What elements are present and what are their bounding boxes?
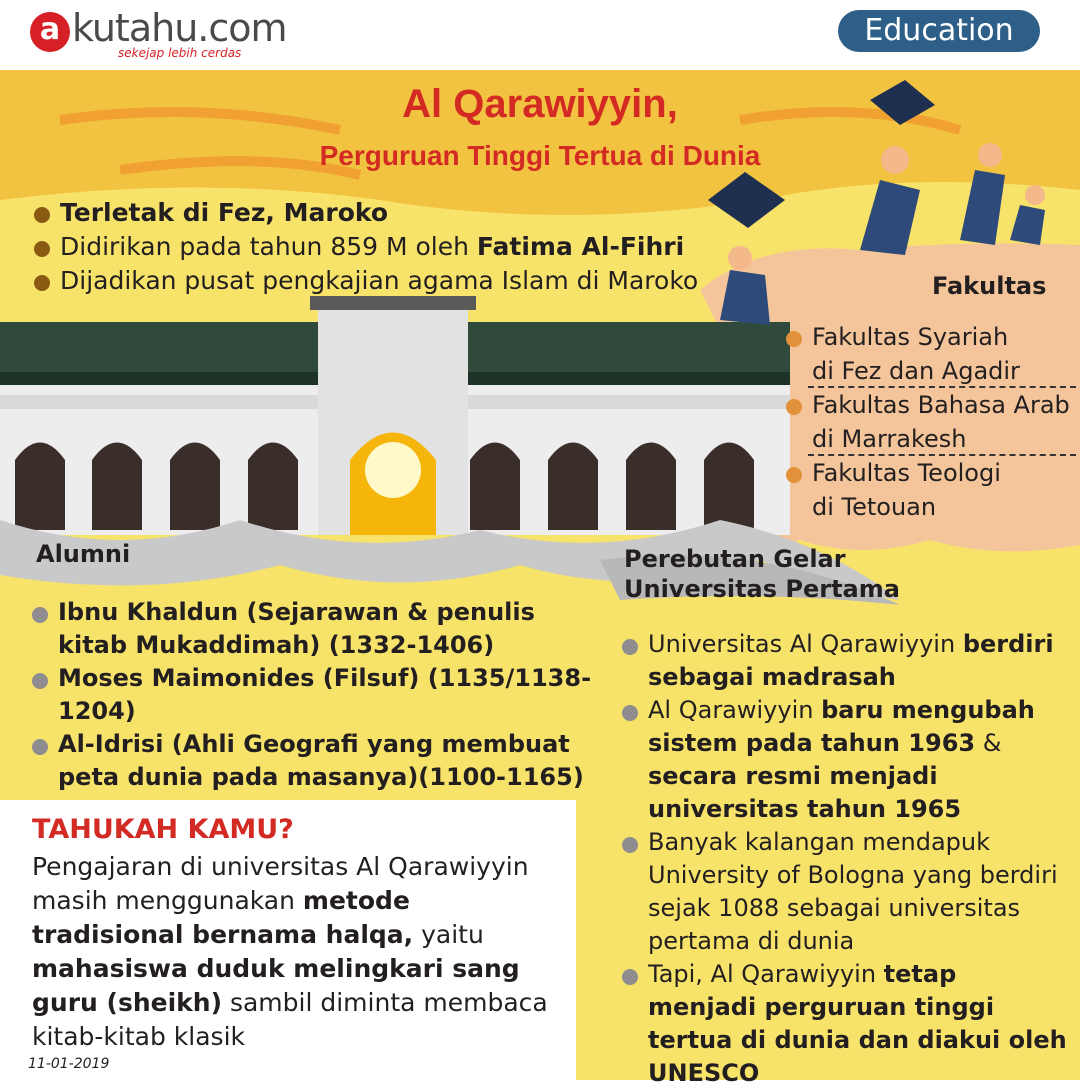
fakultas-name: Fakultas Syariah: [812, 323, 1009, 351]
alumni-entry: Ibnu Khaldun (Sejarawan & penulis kitab Mukaddimah) (1332-1406): [58, 598, 535, 659]
list-item: [34, 196, 734, 230]
gelar-text: Banyak kalangan mendapuk University of Bologna yang berdiri sejak 1088 sebagai universitas pertama di dunia: [648, 828, 1058, 955]
list-item: [622, 958, 1072, 1090]
alumni-heading: Alumni: [36, 540, 131, 568]
fakultas-heading: Fakultas: [932, 272, 1047, 300]
bullet-icon: [786, 467, 802, 483]
bullet-icon: [34, 207, 50, 223]
divider: [808, 386, 1076, 388]
page-subtitle: Perguruan Tinggi Tertua di Dunia: [319, 140, 761, 171]
list-item: [622, 694, 1072, 826]
gelar-text: Tapi, Al Qarawiyyin: [648, 960, 884, 988]
tahukah-bold: mahasiswa duduk melingkari sang guru (sheikh): [32, 954, 520, 1017]
alumni-entry: Moses Maimonides (Filsuf) (1135/1138-1204): [58, 664, 592, 725]
tahukah-heading: TAHUKAH KAMU?: [32, 814, 294, 845]
gelar-text: Al Qarawiyyin: [648, 696, 822, 724]
list-item: [622, 826, 1072, 958]
intro-location: Terletak di Fez, Maroko: [60, 198, 389, 227]
gelar-bold: tetap menjadi perguruan tinggi tertua di dunia dan diakui oleh UNESCO: [648, 960, 1067, 1087]
fakultas-location: di Tetouan: [812, 493, 937, 521]
bullet-icon: [786, 331, 802, 347]
list-item: [34, 264, 734, 298]
fakultas-name: Fakultas Bahasa Arab: [812, 391, 1070, 419]
alumni-entry: Al-Idrisi (Ahli Geografi yang membuat peta dunia pada masanya)(1100-1165): [58, 730, 584, 791]
publish-date: 11-01-2019: [28, 1056, 110, 1072]
list-item: [32, 662, 602, 728]
bullet-icon: [34, 275, 50, 291]
tahukah-body: [32, 850, 562, 1054]
fakultas-location: di Fez dan Agadir: [812, 357, 1020, 385]
bullet-icon: [34, 241, 50, 257]
tahukah-text: yaitu: [413, 920, 484, 949]
list-item: [622, 628, 1072, 694]
alumni-list: [32, 596, 602, 794]
list-item: [786, 388, 1076, 456]
gelar-text: Universitas Al Qarawiyyin: [648, 630, 963, 658]
bullet-icon: [622, 705, 638, 721]
list-item: [786, 456, 1076, 524]
fakultas-location: di Marrakesh: [812, 425, 967, 453]
tahukah-bold: metode tradisional bernama halqa,: [32, 886, 414, 949]
fakultas-list: [786, 320, 1076, 524]
tahukah-text: Pengajaran di universitas Al Qarawiyyin masih menggunakan: [32, 852, 529, 915]
gelar-bold: baru mengubah sistem pada tahun 1963: [648, 696, 1035, 757]
bullet-icon: [622, 639, 638, 655]
logo-tagline: sekejap lebih cerdas: [118, 46, 242, 60]
intro-purpose: Dijadikan pusat pengkajian agama Islam di Maroko: [60, 266, 699, 295]
gelar-heading: [624, 544, 900, 604]
tahukah-text: sambil diminta membaca kitab-kitab klasik: [32, 988, 548, 1051]
bullet-icon: [786, 399, 802, 415]
page-title: Al Qarawiyyin,: [402, 82, 678, 126]
list-item: [32, 596, 602, 662]
bullet-icon: [622, 969, 638, 985]
bullet-icon: [622, 837, 638, 853]
intro-founded: Didirikan pada tahun 859 M oleh: [60, 232, 477, 261]
list-item: [32, 728, 602, 794]
intro-founder: Fatima Al-Fihri: [476, 232, 685, 261]
bullet-icon: [32, 607, 48, 623]
gelar-bold: berdiri sebagai madrasah: [648, 630, 1054, 691]
logo-text[interactable]: kutahu.com: [72, 6, 287, 50]
list-item: [34, 230, 734, 264]
fakultas-name: Fakultas Teologi: [812, 459, 1001, 487]
intro-list: [34, 196, 734, 298]
gelar-bold: secara resmi menjadi universitas tahun 1965: [648, 762, 962, 823]
gelar-heading-line: Universitas Pertama: [624, 575, 900, 603]
logo-mark[interactable]: a: [30, 12, 70, 52]
gelar-heading-line: Perebutan Gelar: [624, 545, 846, 573]
gelar-list: [622, 628, 1072, 1090]
divider: [808, 454, 1076, 456]
bullet-icon: [32, 673, 48, 689]
bullet-icon: [32, 739, 48, 755]
gelar-text: &: [975, 729, 1002, 757]
list-item: [786, 320, 1076, 388]
category-badge[interactable]: Education: [838, 10, 1040, 52]
